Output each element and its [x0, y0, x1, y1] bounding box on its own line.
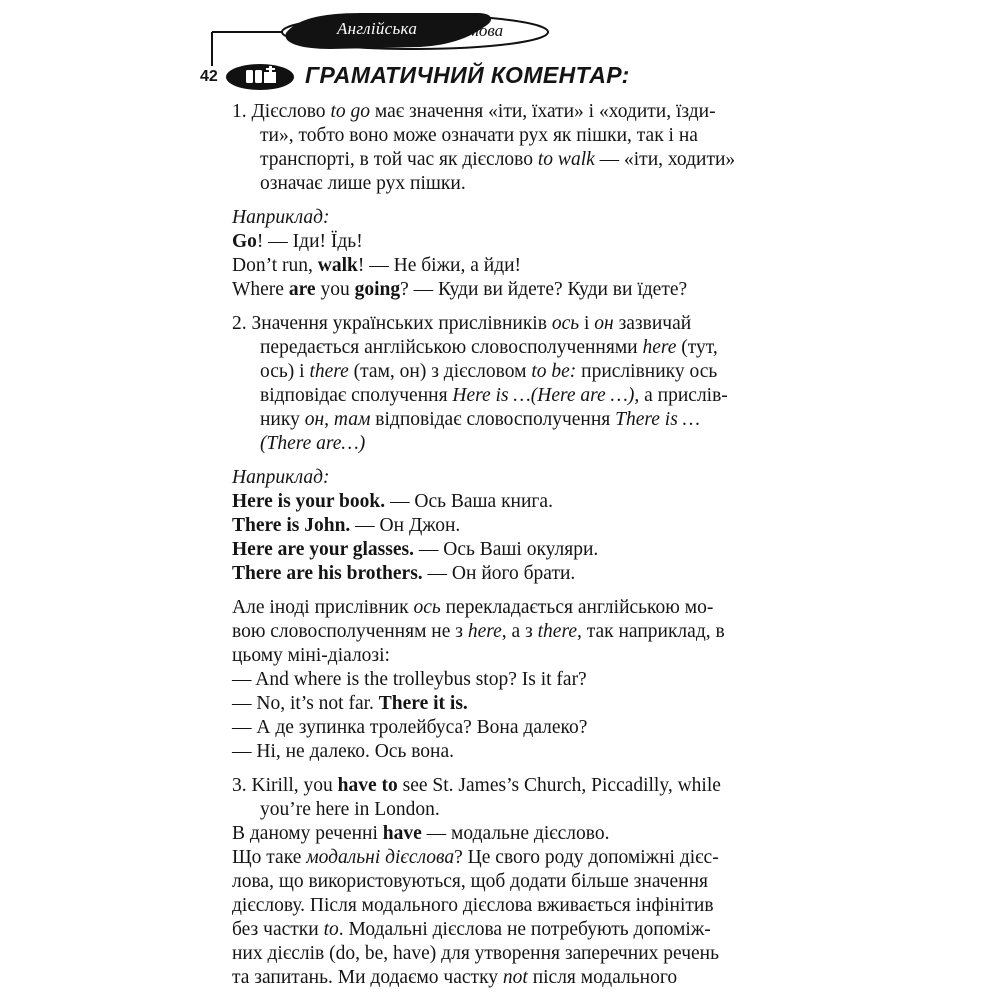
dialogue-line: — No, it’s not far. There it is. [232, 693, 468, 714]
paragraph-modal-verbs [232, 774, 777, 990]
text-line: Що таке модальні дієслова? Це свого роду допоміжні дієс- [232, 847, 719, 868]
example-line: Go! — Іди! Їдь! [232, 231, 363, 252]
grammar-commentary [232, 100, 777, 990]
page-number: 42 [200, 68, 218, 85]
text-line: передається англійською словосполученнями here (тут, [260, 337, 718, 358]
text-line: 3. Kirill, you have to see St. James’s Church, Piccadilly, while [232, 775, 721, 796]
example-label: Наприклад: [232, 207, 330, 228]
text-line: транспорті, в той час як дієслово to walk — «іти, ходити» [260, 149, 736, 170]
text-line: ти», тобто воно може означати рух як пішки, так і на [260, 125, 698, 146]
book-pages-logo-icon [226, 64, 294, 90]
paragraph-go-walk [232, 100, 777, 196]
text-line: них дієслів (do, be, have) для утворення заперечних речень [232, 943, 720, 964]
example-line: There are his brothers. — Он його брати. [232, 563, 576, 584]
text-line: you’re here in London. [260, 799, 440, 820]
text-line: нику он, там відповідає словосполучення There is … [260, 409, 701, 430]
example-line: Here is your book. — Ось Ваша книга. [232, 491, 553, 512]
dialogue-line: — А де зупинка тролейбуса? Вона далеко? [232, 717, 588, 738]
text-line: без частки to. Модальні дієслова не потребують допоміж- [232, 919, 711, 940]
text-line: Але іноді прислівник ось перекладається англійською мо- [232, 597, 714, 618]
example-line: Don’t run, walk! — Не біжи, а йди! [232, 255, 522, 276]
example-line: There is John. — Он Джон. [232, 515, 461, 536]
text-line: дієслову. Після модального дієслова вживається інфінітив [232, 895, 714, 916]
text-line: 1. Дієслово to go має значення «іти, їхати» і «ходити, їзди- [232, 101, 716, 122]
text-line: цьому міні-діалозі: [232, 645, 390, 666]
text-line: вою словосполученням не з here, а з there, так наприклад, в [232, 621, 725, 642]
text-line: 2. Значення українських прислівників ось і он зазвичай [232, 313, 692, 334]
example-label: Наприклад: [232, 467, 330, 488]
example-block-here-there [232, 466, 777, 586]
subject-title-right: мова [468, 21, 504, 40]
subject-title-left: Англійська [337, 19, 418, 38]
dialogue-line: — And where is the trolleybus stop? Is it far? [232, 669, 587, 690]
paragraph-here-there [232, 312, 777, 456]
example-line: Here are your glasses. — Ось Ваші окуляри. [232, 539, 599, 560]
section-title: ГРАМАТИЧНИЙ КОМЕНТАР: [305, 62, 630, 88]
text-line: лова, що використовуються, щоб додати більше значення [232, 871, 708, 892]
text-line: ось) і there (там, он) з дієсловом to be: прислівнику ось [260, 361, 718, 382]
text-line: означає лише рух пішки. [260, 173, 466, 194]
text-line: (There are…) [260, 433, 366, 454]
example-line: Where are you going? — Куди ви йдете? Куди ви їдете? [232, 279, 688, 300]
text-line: та запитань. Ми додаємо частку not після модального [232, 967, 678, 988]
example-block-go-walk [232, 206, 777, 302]
text-line: В даному реченні have — модальне дієслово. [232, 823, 610, 844]
dialogue-line: — Ні, не далеко. Ось вона. [232, 741, 455, 762]
text-line: відповідає сполучення Here is …(Here are …), а прислів- [260, 385, 728, 406]
paragraph-mini-dialogue [232, 596, 777, 764]
